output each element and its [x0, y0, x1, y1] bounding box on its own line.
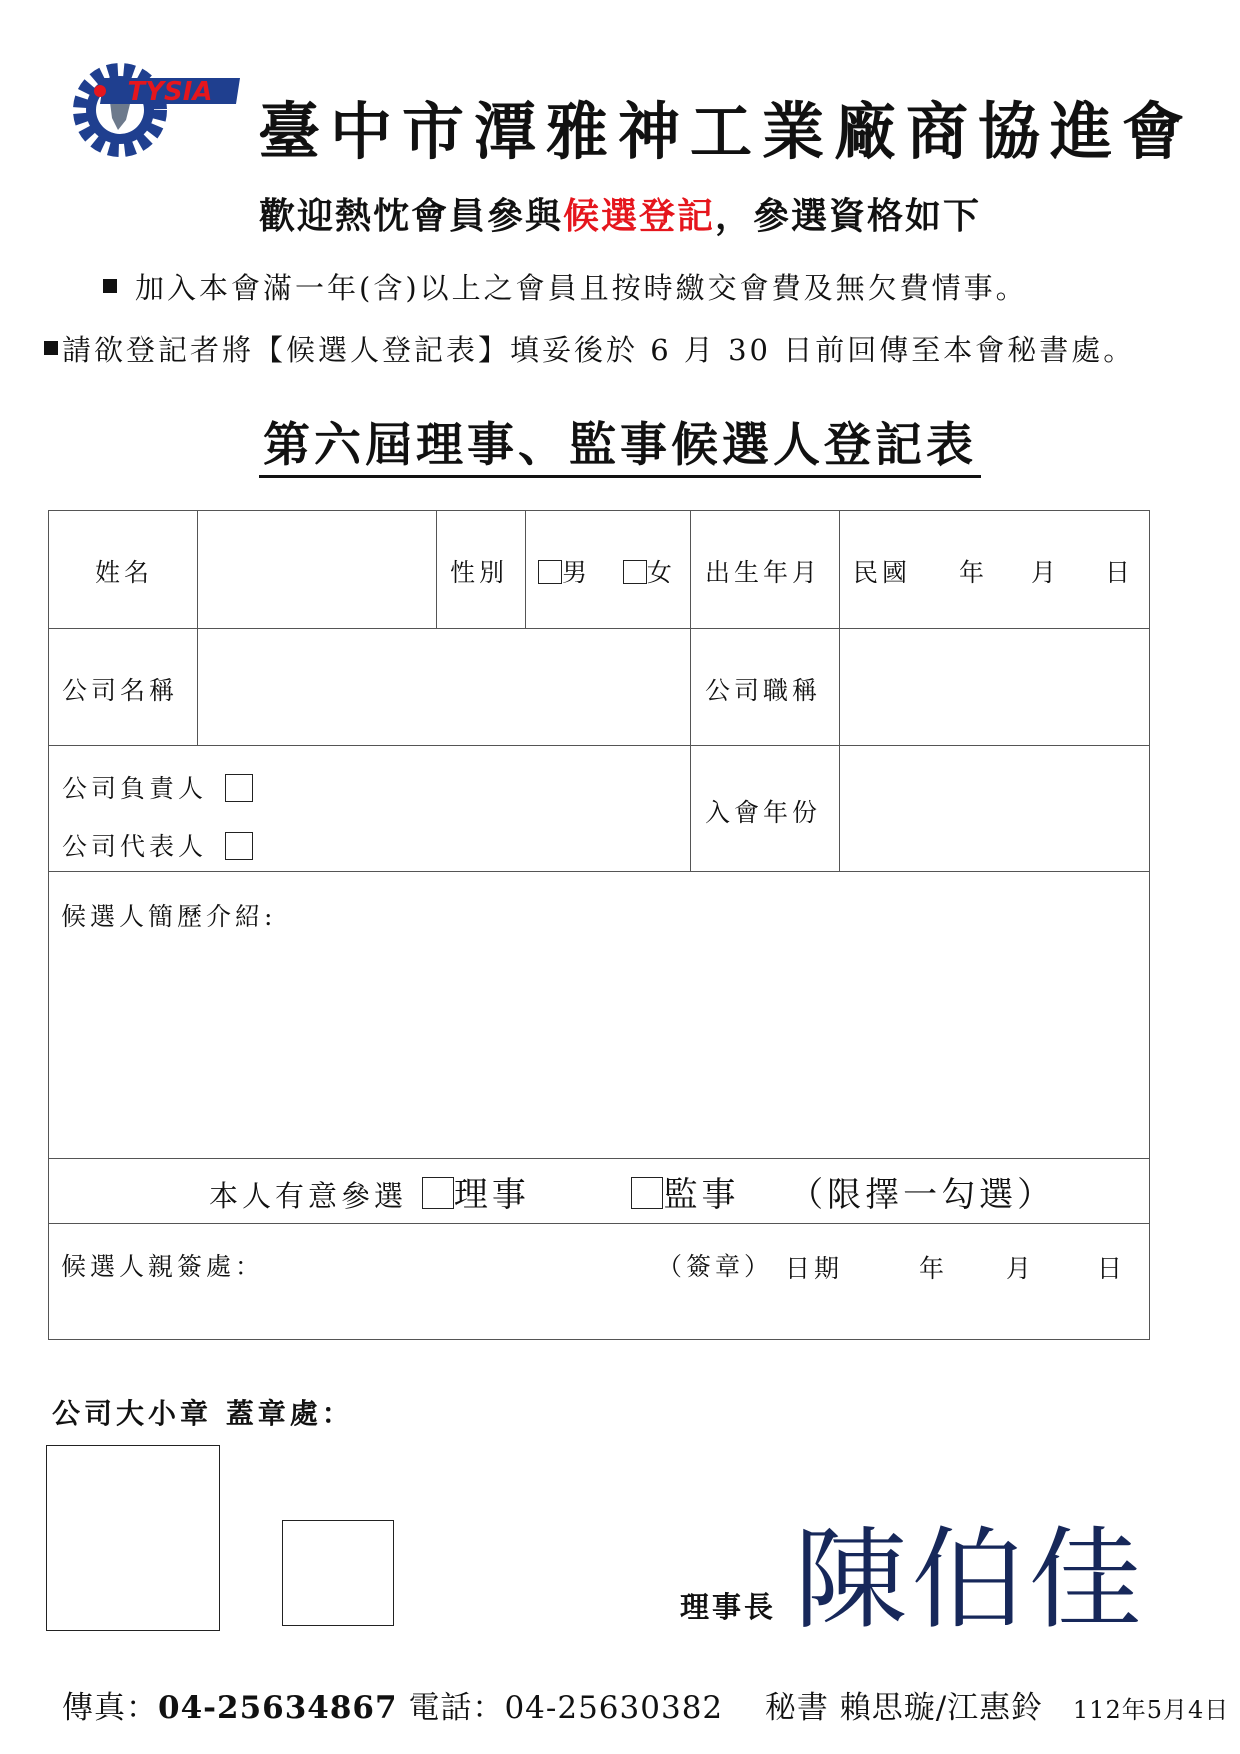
- requirement-2: [44, 328, 1135, 369]
- company-name-label: 公司名稱: [62, 676, 179, 705]
- logo-text: TYSIA: [127, 77, 213, 107]
- welcome-line: [0, 188, 1240, 239]
- col-divider: [690, 511, 691, 871]
- col-divider: [839, 511, 840, 871]
- row-divider: [49, 1158, 1149, 1159]
- responsible-option: [62, 769, 253, 805]
- phone-label: 電話：: [408, 1690, 505, 1726]
- chairman-title: 理事長: [680, 1590, 777, 1624]
- gender-options: [538, 553, 674, 589]
- election-choice: [209, 1167, 1055, 1216]
- col-divider: [525, 511, 526, 628]
- elect-note: （限擇一勾選）: [789, 1175, 1056, 1215]
- date-label: 日期: [785, 1254, 844, 1283]
- company-name-field[interactable]: [201, 632, 686, 742]
- birth-month-label: 月: [1031, 558, 1061, 587]
- male-checkbox[interactable]: [538, 560, 562, 584]
- row-divider: [49, 1223, 1149, 1224]
- male-label: 男: [562, 558, 590, 587]
- gear-icon: [94, 85, 106, 97]
- resume-label: 候選人簡歷介紹:: [61, 902, 277, 931]
- representative-label: 公司代表人: [62, 832, 208, 861]
- representative-checkbox[interactable]: [225, 832, 253, 860]
- secretary: 秘書 賴思璇/江惠鈴: [764, 1690, 1044, 1726]
- female-checkbox[interactable]: [623, 560, 647, 584]
- responsible-checkbox[interactable]: [225, 774, 253, 802]
- birth-year-label: 年: [959, 558, 989, 587]
- representative-option: [62, 827, 253, 863]
- name-field[interactable]: [201, 515, 433, 625]
- responsible-label: 公司負責人: [62, 774, 208, 803]
- organization-name: 臺中市潭雅神工業廠商協進會: [258, 95, 1195, 168]
- row-divider: [49, 745, 1149, 746]
- supervisor-checkbox[interactable]: [631, 1177, 663, 1209]
- chairman-signature: [790, 1500, 1150, 1640]
- signature-label: 候選人親簽處：: [61, 1252, 265, 1281]
- chairman-signature-text: 陳伯佳: [794, 1516, 1146, 1640]
- bullet-icon: [103, 279, 117, 293]
- supervisor-label: 監事: [663, 1175, 740, 1215]
- female-label: 女: [646, 558, 674, 587]
- row-divider: [49, 628, 1149, 629]
- col-divider: [436, 511, 437, 628]
- date-month-label: 月: [1006, 1254, 1036, 1283]
- row-divider: [49, 871, 1149, 872]
- footer: [62, 1682, 1229, 1727]
- issue-year-char: 年: [1121, 1696, 1147, 1724]
- tysia-logo: [70, 58, 240, 162]
- date-year-label: 年: [919, 1254, 949, 1283]
- director-checkbox[interactable]: [422, 1177, 454, 1209]
- join-year-label: 入會年份: [705, 798, 822, 827]
- issue-month: 5: [1146, 1696, 1163, 1724]
- stamp-note: （簽章）: [657, 1252, 774, 1281]
- company-title-label: 公司職稱: [705, 676, 822, 705]
- director-label: 理事: [453, 1175, 530, 1215]
- issue-month-char: 月: [1163, 1696, 1188, 1724]
- phone-number: 04-25630382: [504, 1690, 724, 1726]
- company-title-field[interactable]: [843, 632, 1143, 742]
- date-day-label: 日: [1097, 1254, 1127, 1283]
- welcome-highlight: 候選登記: [562, 195, 715, 237]
- col-divider: [197, 511, 198, 745]
- name-label: 姓名: [95, 558, 154, 587]
- birth-label: 出生年月: [705, 558, 822, 587]
- personal-seal-box[interactable]: [282, 1520, 394, 1626]
- resume-field[interactable]: [57, 931, 1143, 1153]
- form-title-text: 第六屆理事、監事候選人登記表: [259, 418, 981, 478]
- registration-form: [48, 510, 1150, 1340]
- issue-day-char: 日: [1204, 1696, 1230, 1724]
- form-title: [0, 408, 1240, 475]
- join-year-field[interactable]: [843, 749, 1143, 867]
- elect-prefix: 本人有意參選: [209, 1179, 408, 1213]
- requirement-1: [103, 266, 1028, 307]
- seal-label: 公司大小章 蓋章處：: [52, 1397, 354, 1430]
- fax-label: 傳真：: [62, 1690, 158, 1726]
- signature-field[interactable]: [57, 1283, 657, 1335]
- issue-day: 4: [1188, 1696, 1205, 1724]
- company-seal-box[interactable]: [46, 1445, 220, 1631]
- fax-number: 04-25634867: [158, 1690, 398, 1726]
- issue-year: 112: [1072, 1696, 1122, 1724]
- bullet-icon: [44, 341, 58, 355]
- requirement-1-text: 加入本會滿一年(含)以上之會員且按時繳交會費及無欠費情事。: [135, 271, 1028, 305]
- birth-day-label: 日: [1105, 558, 1135, 587]
- requirement-2-text: 請欲登記者將【候選人登記表】填妥後於 6 月 30 日前回傳至本會秘書處。: [62, 333, 1136, 367]
- gender-label: 性別: [450, 558, 509, 587]
- welcome-pre: 歡迎熱忱會員參與: [258, 195, 563, 237]
- welcome-post: ，參選資格如下: [715, 195, 982, 237]
- birth-era: 民國: [853, 558, 912, 587]
